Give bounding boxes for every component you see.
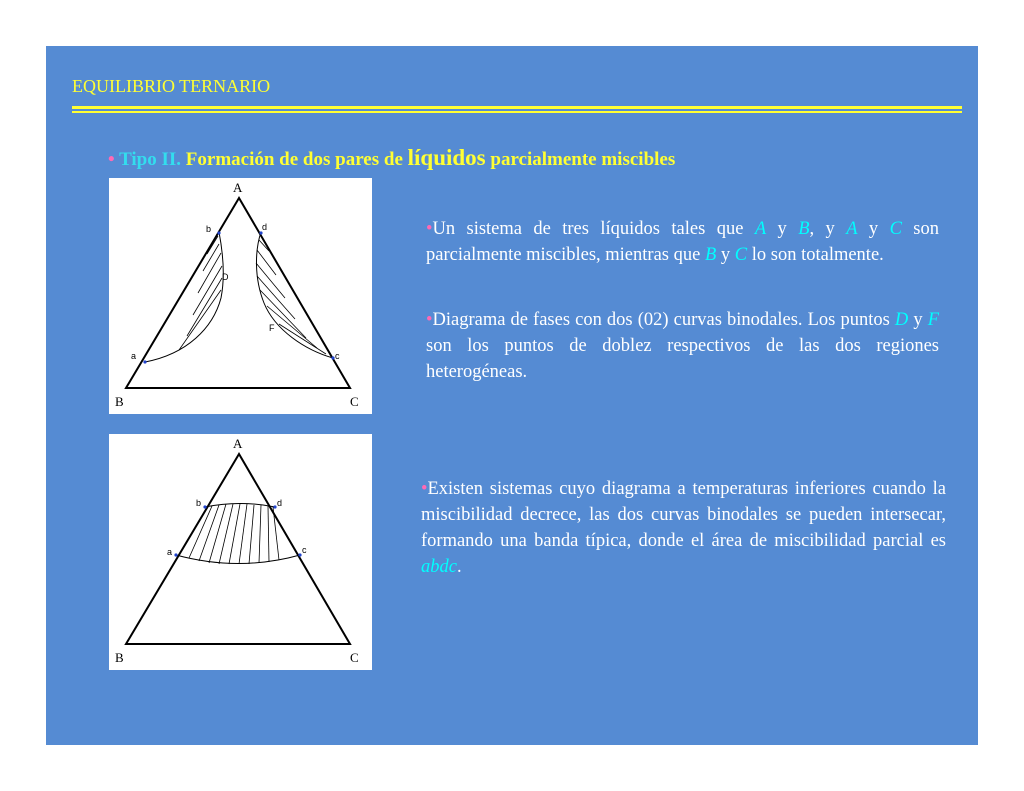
p1-C1: C — [889, 219, 902, 239]
point-b-marker — [217, 231, 220, 234]
point-a-label: a — [131, 351, 137, 361]
p1-C2: C — [734, 245, 748, 265]
p3-text-2: . — [456, 557, 462, 577]
slide — [46, 46, 978, 745]
p2-F: F — [927, 310, 940, 330]
band-point-a-marker — [174, 553, 177, 556]
vertex-A-label: A — [233, 180, 243, 195]
p1-text-7: lo son totalmente. — [747, 245, 884, 265]
diagram2-lower-binodal — [176, 555, 300, 564]
paragraph-system-description — [426, 216, 939, 268]
band-point-a-label: a — [167, 547, 173, 557]
paragraph-band-description — [421, 476, 946, 580]
header-rule-top — [72, 106, 962, 109]
title-text-1: Formación de dos pares de — [181, 149, 408, 170]
vertex-A-label-2: A — [233, 436, 243, 451]
point-F-label: F — [269, 323, 275, 333]
title-text-3: parcialmente miscibles — [485, 149, 676, 170]
band-point-c-label: c — [302, 545, 307, 555]
ternary-diagram-two-binodals — [109, 178, 372, 414]
p1-B2: B — [704, 245, 717, 265]
vertex-B-label: B — [115, 394, 124, 409]
header-rule-bottom — [72, 111, 962, 113]
band-point-b-marker — [203, 505, 206, 508]
point-D-label: D — [222, 272, 229, 282]
vertex-C-label: C — [350, 394, 359, 409]
p3-bullet: • — [421, 479, 428, 499]
diagram1-left-tielines — [179, 236, 222, 350]
p1-bullet: • — [426, 219, 433, 239]
vertex-C-label-2: C — [350, 650, 359, 665]
ternary-diagram-band — [109, 434, 372, 670]
p2-bullet: • — [426, 310, 433, 330]
paragraph-phase-diagram — [426, 307, 939, 385]
point-c-label: c — [335, 351, 340, 361]
p2-D: D — [894, 310, 909, 330]
diagram2-tielines — [189, 504, 279, 564]
p2-text-3: son los puntos de doblez respectivos de las dos regiones heterogéneas. — [426, 336, 939, 382]
diagram1-svg — [109, 178, 372, 414]
band-point-b-label: b — [196, 498, 202, 508]
section-title — [108, 145, 675, 171]
p2-text-2: y — [908, 310, 928, 330]
p1-B1: B — [798, 219, 810, 239]
diagram1-triangle — [126, 198, 350, 388]
p1-text-2: y — [766, 219, 799, 239]
p2-text-1: Diagrama de fases con dos (02) curvas binodales. Los puntos — [432, 310, 895, 330]
point-a-marker — [143, 360, 146, 363]
vertex-B-label-2: B — [115, 650, 124, 665]
p1-text-3: , y — [809, 219, 847, 239]
diagram2-svg — [109, 434, 372, 670]
title-type: Tipo II. — [114, 149, 182, 170]
p1-text-1: Un sistema de tres líquidos tales que — [432, 219, 755, 239]
diagram2-triangle — [126, 454, 350, 644]
point-d-label: d — [262, 222, 268, 232]
point-b-label: b — [206, 224, 212, 234]
p1-text-4: y — [857, 219, 890, 239]
p3-text-1: Existen sistemas cuyo diagrama a temperaturas inferiores cuando la miscibilidad decrece, las dos curvas binodales se pueden intersecar, formando una banda típica, donde el área de miscibilidad parcial es — [421, 479, 946, 551]
title-bullet: • — [108, 149, 115, 170]
slide-header: EQUILIBRIO TERNARIO — [72, 76, 271, 96]
p1-text-5: son parcialmente miscibles, mientras que — [426, 219, 940, 265]
p1-A1: A — [754, 219, 767, 239]
title-text-2: líquidos — [407, 145, 486, 170]
p3-abdc: abdc — [421, 557, 457, 577]
p1-A2: A — [846, 219, 858, 239]
p1-text-6: y — [716, 245, 735, 265]
band-point-d-label: d — [277, 498, 283, 508]
